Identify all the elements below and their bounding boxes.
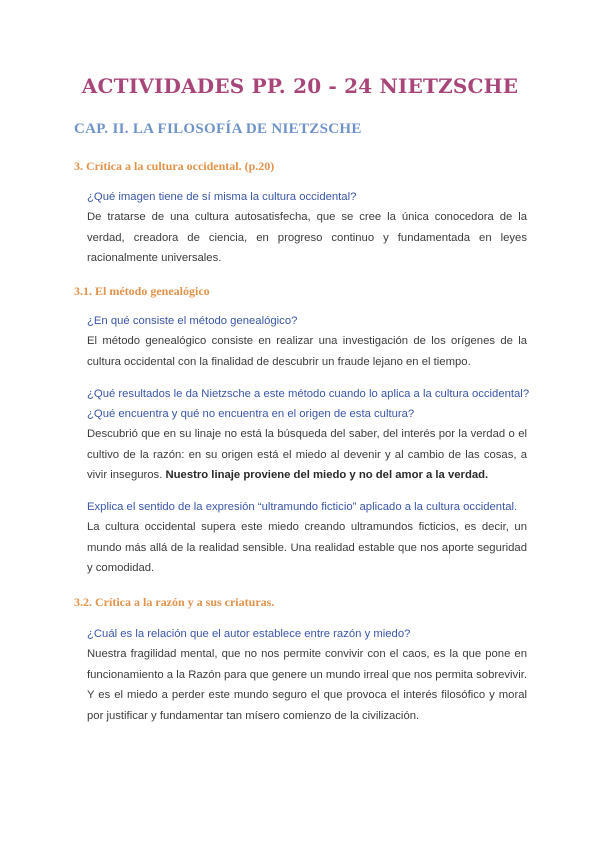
answer-5: Nuestra fragilidad mental, que no nos permite convivir con el caos, es la que pone en funcionamiento a la Razón para que genere un mundo irreal que nos permita sobrevivir. Y es el miedo a perder este mundo seguro el que provoca el interés filosófico y moral por justificar y fundamentar tan mísero comienzo de la civilización. — [87, 648, 527, 722]
section-heading-3-2: 3.2. Crítica a la razón y a sus criaturas. — [74, 595, 275, 609]
answer-4: La cultura occidental supera este miedo creando ultramundos ficticios, es decir, un mundo más allá de la realidad sensible. Una realidad estable que nos aporte seguridad y comodidad. — [87, 521, 527, 574]
section-heading-3-1: 3.1. El método genealógico — [74, 284, 210, 298]
chapter-heading: CAP. II. LA FILOSOFÍA DE NIETZSCHE — [74, 121, 362, 137]
question-3-line-2: ¿Qué encuentra y qué no encuentra en el origen de esta cultura? — [87, 408, 415, 420]
question-5: ¿Cuál es la relación que el autor establece entre razón y miedo? — [87, 628, 411, 640]
answer-1: De tratarse de una cultura autosatisfecha, que se cree la única conocedora de la verdad, creadora de ciencia, en progreso continuo y fundamentada en leyes racionalmente universales. — [87, 211, 527, 264]
question-1: ¿Qué imagen tiene de sí misma la cultura occidental? — [87, 191, 357, 203]
answer-3-text: Descubrió que en su linaje no está la búsqueda del saber, del interés por la verdad o el cultivo de la razón: en su origen está el miedo al devenir y al cambio de las cosas, a vivir inseguros. — [87, 428, 527, 481]
answer-3-emphasis: Nuestro linaje proviene del miedo y no del amor a la verdad. — [165, 469, 489, 481]
question-2: ¿En qué consiste el método genealógico? — [87, 315, 298, 327]
answer-3 — [87, 424, 527, 486]
question-3-line-1: ¿Qué resultados le da Nietzsche a este método cuando lo aplica a la cultura occidental? — [87, 388, 530, 400]
answer-2: El método genealógico consiste en realizar una investigación de los orígenes de la cultura occidental con la finalidad de descubrir un fraude lejano en el tiempo. — [87, 335, 527, 368]
question-4: Explica el sentido de la expresión “ultramundo ficticio” aplicado a la cultura occidental. — [87, 501, 518, 513]
page-title: ACTIVIDADES PP. 20 - 24 NIETZSCHE — [81, 74, 519, 98]
section-heading-3: 3. Crítica a la cultura occidental. (p.20) — [74, 159, 275, 173]
